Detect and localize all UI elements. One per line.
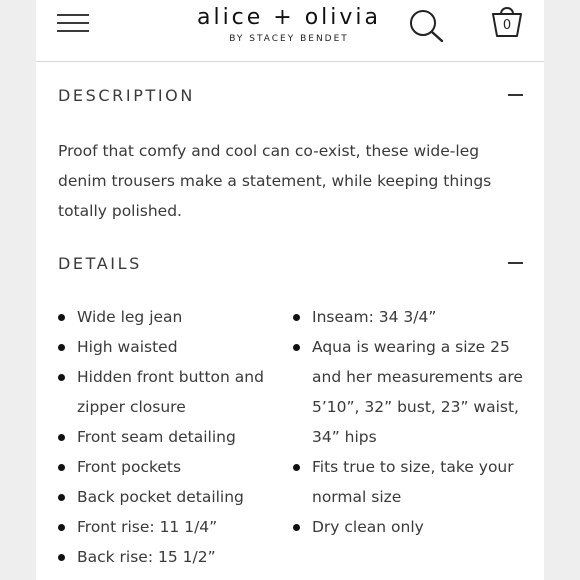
detail-item: Fits true to size, take your normal size (293, 452, 528, 512)
detail-item: High waisted (58, 332, 280, 362)
brand-subtitle: BY STACEY BENDET (229, 34, 349, 44)
bullet-icon (58, 554, 65, 561)
details-title: DETAILS (58, 254, 142, 273)
detail-item: Hidden front button and zipper closure (58, 362, 280, 422)
detail-item: Dry clean only (293, 512, 528, 542)
details-list-left (58, 302, 280, 572)
menu-bar (57, 22, 89, 24)
bullet-icon (293, 464, 300, 471)
bullet-icon (293, 344, 300, 351)
detail-item: Inseam: 34 3/4” (293, 302, 528, 332)
description-text: Proof that comfy and cool can co-exist, these wide-leg denim trousers make a statement, while keeping things totally polished. (58, 142, 492, 220)
bullet-icon (58, 314, 65, 321)
detail-item: Back rise: 15 1/2” (58, 542, 280, 572)
detail-item: Aqua is wearing a size 25 and her measurements are 5’10”, 32” bust, 23” waist, 34” hips (293, 332, 528, 452)
shopping-bag-icon[interactable] (490, 4, 524, 40)
bullet-icon (58, 374, 65, 381)
detail-item: Wide leg jean (58, 302, 280, 332)
detail-item: Front seam detailing (58, 422, 280, 452)
bullet-icon (58, 464, 65, 471)
menu-bar (57, 30, 89, 32)
bullet-icon (58, 434, 65, 441)
site-header (36, 0, 544, 62)
collapse-icon[interactable] (508, 262, 523, 264)
search-icon[interactable] (408, 8, 446, 44)
menu-bar (57, 14, 89, 16)
description-accordion-header[interactable] (36, 80, 544, 110)
cart-count: 0 (502, 18, 512, 33)
bullet-icon (58, 344, 65, 351)
bullet-icon (293, 524, 300, 531)
brand-name: alice + olivia (196, 5, 382, 30)
detail-item: Front pockets (58, 452, 280, 482)
product-info-panel (36, 0, 544, 580)
menu-icon[interactable] (57, 12, 89, 34)
description-title: DESCRIPTION (58, 86, 195, 105)
detail-item: Front rise: 11 1/4” (58, 512, 280, 542)
bullet-icon (58, 524, 65, 531)
collapse-icon[interactable] (508, 94, 523, 96)
bullet-icon (293, 314, 300, 321)
details-accordion-header[interactable] (36, 248, 544, 278)
bullet-icon (58, 494, 65, 501)
brand-logo[interactable] (186, 4, 392, 44)
details-list-right (293, 302, 528, 542)
detail-item: Back pocket detailing (58, 482, 280, 512)
